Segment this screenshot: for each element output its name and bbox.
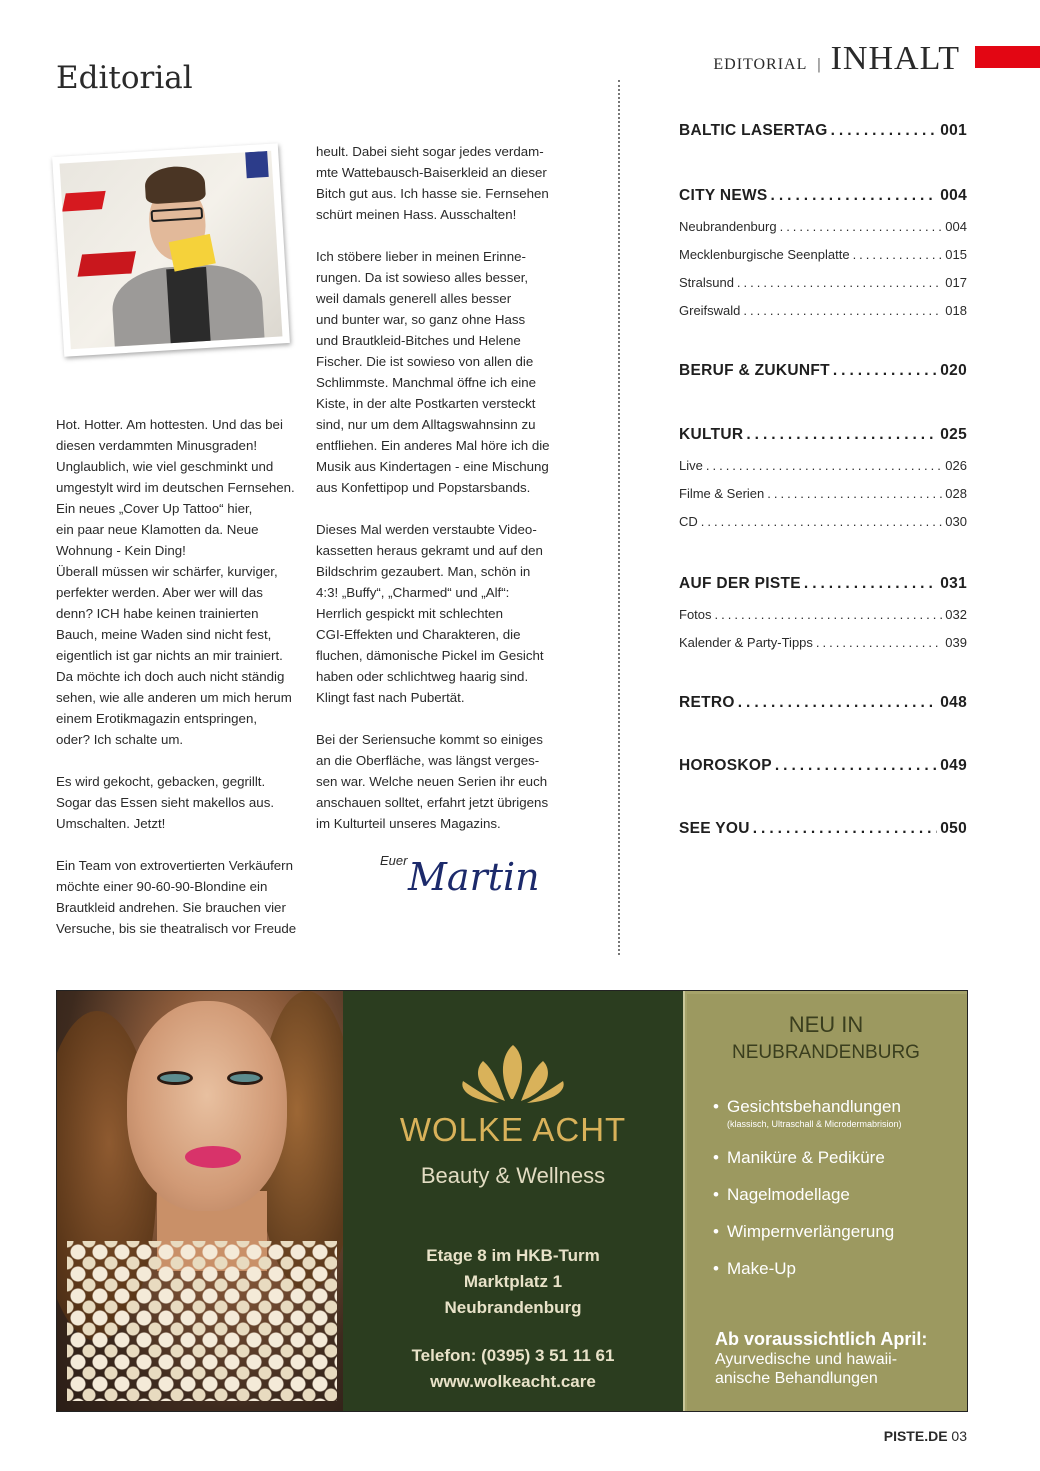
toc-subsection-entry[interactable] (679, 635, 967, 650)
ad-services-panel (683, 991, 968, 1412)
editorial-text-line: sind, nur um dem Alltagswahnsinn zu (316, 417, 536, 432)
toc-entry-label: BALTIC LASERTAG (679, 122, 828, 139)
paragraph-gap (316, 498, 566, 519)
editorial-text-line: Bitch gut aus. Ich hasse sie. Fernsehen (316, 186, 549, 201)
editorial-text-line: Ein neues „Cover Up Tattoo“ hier, (56, 501, 253, 516)
ad-headline-line-2: NEUBRANDENBURG (732, 1042, 920, 1063)
toc-dot-leader (737, 275, 942, 290)
toc-subsection-entry[interactable] (679, 514, 967, 529)
ad-service-item: • Nagelmodellage (713, 1176, 902, 1213)
toc-dot-leader (715, 607, 943, 622)
toc-subsection-entry[interactable] (679, 303, 967, 318)
toc-section-entry[interactable] (679, 820, 967, 838)
toc-dot-leader (738, 694, 937, 712)
toc-dot-leader (780, 219, 943, 234)
ad-service-note: (klassisch, Ultraschall & Microdermabrision) (727, 1119, 902, 1129)
ad-contact (343, 1343, 683, 1395)
editorial-text-line: oder? Ich schalte um. (56, 732, 184, 747)
toc-page-number: 050 (940, 820, 967, 837)
editorial-text-line: an die Oberfläche, was längst verges- (316, 753, 540, 768)
editorial-text-line: Brautkleid andrehen. Sie brauchen vier (56, 900, 286, 915)
editorial-column-2 (316, 141, 566, 834)
signature-icon (400, 846, 550, 906)
toc-entry-label: Greifswald (679, 303, 741, 318)
editorial-text-line: Fischer. Die ist sowieso von allen die (316, 354, 534, 369)
toc-page-number: 004 (945, 219, 967, 234)
editorial-text-line: aus Konfettipop und Popstarsbands. (316, 480, 531, 495)
editorial-text-line: sen war. Welche neuen Serien ihr euch (316, 774, 548, 789)
toc-page-number: 025 (940, 426, 967, 443)
toc-entry-label: RETRO (679, 694, 735, 711)
toc-dot-leader (831, 122, 938, 140)
editorial-text-line: Hot. Hotter. Am hottesten. Und das bei (56, 417, 283, 432)
toc-section-entry[interactable] (679, 122, 967, 140)
section-label-editorial: EDITORIAL (713, 56, 808, 73)
toc-dot-leader (753, 820, 938, 838)
editorial-text-line: diesen verdammten Minusgraden! (56, 438, 258, 453)
toc-section-entry[interactable] (679, 362, 967, 380)
toc-entry-label: Stralsund (679, 275, 734, 290)
toc-page-number: 048 (940, 694, 967, 711)
toc-page-number: 031 (940, 575, 967, 592)
toc-subsection-entry[interactable] (679, 247, 967, 262)
toc-page-number: 032 (945, 607, 967, 622)
ad-service-item: • Gesichtsbehandlungen (713, 1088, 902, 1125)
toc-entry-label: Fotos (679, 607, 712, 622)
toc-subsection-entry[interactable] (679, 607, 967, 622)
toc-page-number: 018 (945, 303, 967, 318)
toc-entry-label: Filme & Serien (679, 486, 765, 501)
editorial-text-line: möchte einer 90-60-90-Blondine ein (56, 879, 268, 894)
editorial-text-line: ein paar neue Klamotten da. Neue (56, 522, 259, 537)
toc-entry-label: AUF DER PISTE (679, 575, 801, 592)
editorial-text-line: mte Wattebausch-Baiserkleid an dieser (316, 165, 547, 180)
ad-address-line: Etage 8 im HKB-Turm (426, 1246, 600, 1265)
toc-dot-leader (706, 458, 942, 473)
signature-text: Martin (408, 855, 540, 899)
toc-dot-leader (701, 514, 943, 529)
toc-entry-label: SEE YOU (679, 820, 750, 837)
editorial-text-line: Versuche, bis sie theatralisch vor Freude (56, 921, 297, 936)
section-label-inhalt: INHALT (830, 40, 960, 77)
editorial-text-line: Überall müssen wir schärfer, kurviger, (56, 564, 278, 579)
editorial-text-line: 4:3! „Buffy“, „Charmed“ und „Alf“: (316, 585, 510, 600)
section-separator: | (817, 56, 821, 73)
footer-site: PISTE.DE (883, 1428, 948, 1444)
toc-entry-label: CD (679, 514, 698, 529)
cloud-logo-icon (453, 1037, 573, 1107)
toc-dot-leader (853, 247, 943, 262)
toc-page-number: 001 (940, 122, 967, 139)
toc-entry-label: Kalender & Party-Tipps (679, 635, 813, 650)
editorial-text-line: umgestylt wird im deutschen Fernsehen. (56, 480, 295, 495)
editorial-text-line: einem Erotikmagazin entspringen, (56, 711, 258, 726)
toc-entry-label: BERUF & ZUKUNFT (679, 362, 830, 379)
editorial-text-line: Unglaublich, wie viel geschminkt und (56, 459, 274, 474)
toc-page-number: 039 (945, 635, 967, 650)
ad-coming-soon (715, 1329, 927, 1388)
toc-entry-label: KULTUR (679, 426, 744, 443)
editorial-text-line: heult. Dabei sieht sogar jedes verdam- (316, 144, 544, 159)
sign-off-text: Euer (380, 853, 408, 868)
editorial-text-line: Bei der Seriensuche kommt so einiges (316, 732, 543, 747)
editorial-text-line: haben oder schlichtweg haarig sind. (316, 669, 529, 684)
toc-subsection-entry[interactable] (679, 275, 967, 290)
toc-dot-leader (767, 486, 942, 501)
editorial-text-line: eigentlich ist gar nichts an mir trainiert. (56, 648, 283, 663)
editorial-text-line: und bunter war, so ganz ohne Hass (316, 312, 526, 327)
editorial-text-line: Herrlich gespickt mit schlechten (316, 606, 503, 621)
editorial-text-line: Klingt fast nach Pubertät. (316, 690, 465, 705)
toc-entry-label: Neubrandenburg (679, 219, 777, 234)
page-footer (884, 1428, 967, 1444)
toc-entry-label: Live (679, 458, 703, 473)
toc-entry-label: HOROSKOP (679, 757, 772, 774)
toc-subsection-entry[interactable] (679, 219, 967, 234)
toc-page-number: 015 (945, 247, 967, 262)
toc-section-entry[interactable] (679, 187, 967, 205)
section-header (713, 40, 960, 78)
toc-dot-leader (816, 635, 942, 650)
editorial-text-line: perfekter werden. Aber wer will das (56, 585, 263, 600)
toc-page-number: 030 (945, 514, 967, 529)
editorial-text-line: und Brautkleid-Bitches und Helene (316, 333, 521, 348)
editorial-text-line: entfliehen. Ein anderes Mal höre ich die (316, 438, 550, 453)
editorial-text-line: rungen. Da ist sowieso alles besser, (316, 270, 529, 285)
editorial-text-line: CGI-Effekten und Charakteren, die (316, 627, 521, 642)
toc-page-number: 026 (945, 458, 967, 473)
editorial-text-line: Ein Team von extrovertierten Verkäufern (56, 858, 294, 873)
ad-coming-soon-text-2: anische Behandlungen (715, 1370, 878, 1387)
ad-headline (685, 1011, 967, 1067)
editorial-text-line: im Kulturteil unseres Magazins. (316, 816, 501, 831)
ad-service-item: • Wimpernverlängerung (713, 1213, 902, 1250)
toc-subsection-entry[interactable] (679, 458, 967, 473)
paragraph-gap (56, 750, 302, 771)
ad-address-line: Marktplatz 1 (463, 1272, 563, 1291)
signature-block (380, 852, 540, 899)
editorial-text-line: kassetten heraus gekramt und auf den (316, 543, 543, 558)
toc-dot-leader (746, 426, 937, 444)
toc-dot-leader (804, 575, 937, 593)
editorial-text-line: Bauch, meine Waden sind nicht fest, (56, 627, 272, 642)
toc-entry-label: CITY NEWS (679, 187, 768, 204)
advertisement (56, 990, 968, 1412)
ad-headline-line-1: NEU IN (788, 1012, 864, 1037)
editorial-text-line: Musik aus Kindertagen - eine Mischung (316, 459, 549, 474)
editorial-text-line: Kiste, in der alte Postkarten versteckt (316, 396, 536, 411)
red-accent-tab (975, 46, 1040, 68)
toc-page-number: 049 (940, 757, 967, 774)
editorial-text-line: schürt meinen Hass. Ausschalten! (316, 207, 517, 222)
editorial-text-line: Bildschrim gezaubert. Man, schön in (316, 564, 531, 579)
toc-section-entry[interactable] (679, 575, 967, 593)
author-photo (52, 143, 290, 356)
editorial-text-line: Schlimmste. Manchmal öffne ich eine (316, 375, 536, 390)
toc-section-entry[interactable] (679, 757, 967, 775)
ad-phone: Telefon: (0395) 3 51 11 61 (411, 1346, 615, 1365)
editorial-text-line: anschauen solltet, erfahrt jetzt übrigens (316, 795, 549, 810)
toc-page-number: 020 (940, 362, 967, 379)
ad-coming-soon-heading: Ab voraussichtlich April: (715, 1329, 928, 1349)
toc-dot-leader (775, 757, 937, 775)
toc-dot-leader (771, 187, 938, 205)
paragraph-gap (56, 834, 302, 855)
editorial-text-line: sehen, wie alle anderen um mich herum (56, 690, 292, 705)
editorial-text-line: Wohnung - Kein Ding! (56, 543, 186, 558)
ad-tagline: Beauty & Wellness (420, 1163, 606, 1188)
editorial-text-line: weil damals generell alles besser (316, 291, 512, 306)
toc-section-entry[interactable] (679, 694, 967, 712)
ad-address (343, 1243, 683, 1321)
editorial-text-line: fluchen, dämonische Pickel im Gesicht (316, 648, 544, 663)
ad-website: www.wolkeacht.care (430, 1372, 596, 1391)
editorial-column-1 (56, 414, 302, 939)
ad-coming-soon-text-1: Ayurvedische und hawaii- (715, 1351, 898, 1368)
ad-address-line: Neubrandenburg (444, 1298, 582, 1317)
ad-model-image (57, 991, 343, 1412)
toc-dot-leader (743, 303, 942, 318)
paragraph-gap (316, 225, 566, 246)
ad-brand-name: WOLKE ACHT (399, 1111, 627, 1148)
ad-service-item: • Maniküre & Pediküre (713, 1139, 902, 1176)
footer-page-number: 03 (951, 1428, 967, 1444)
ad-services-list (713, 1088, 902, 1287)
ad-brand-panel (343, 991, 683, 1412)
toc-dot-leader (833, 362, 937, 380)
toc-section-entry[interactable] (679, 426, 967, 444)
column-divider (618, 80, 620, 955)
paragraph-gap (316, 708, 566, 729)
editorial-text-line: Da möchte ich doch auch nicht ständig (56, 669, 285, 684)
toc-entry-label: Mecklenburgische Seenplatte (679, 247, 850, 262)
editorial-text-line: denn? ICH habe keinen trainierten (56, 606, 259, 621)
editorial-text-line: Sogar das Essen sieht makellos aus. (56, 795, 275, 810)
editorial-text-line: Es wird gekocht, gebacken, gegrillt. (56, 774, 266, 789)
toc-page-number: 028 (945, 486, 967, 501)
toc-page-number: 017 (945, 275, 967, 290)
toc-subsection-entry[interactable] (679, 486, 967, 501)
page-title: Editorial (56, 60, 193, 96)
ad-service-item: • Make-Up (713, 1250, 902, 1287)
editorial-text-line: Dieses Mal werden verstaubte Video- (316, 522, 537, 537)
editorial-text-line: Ich stöbere lieber in meinen Erinne- (316, 249, 526, 264)
toc-page-number: 004 (940, 187, 967, 204)
editorial-text-line: Umschalten. Jetzt! (56, 816, 166, 831)
